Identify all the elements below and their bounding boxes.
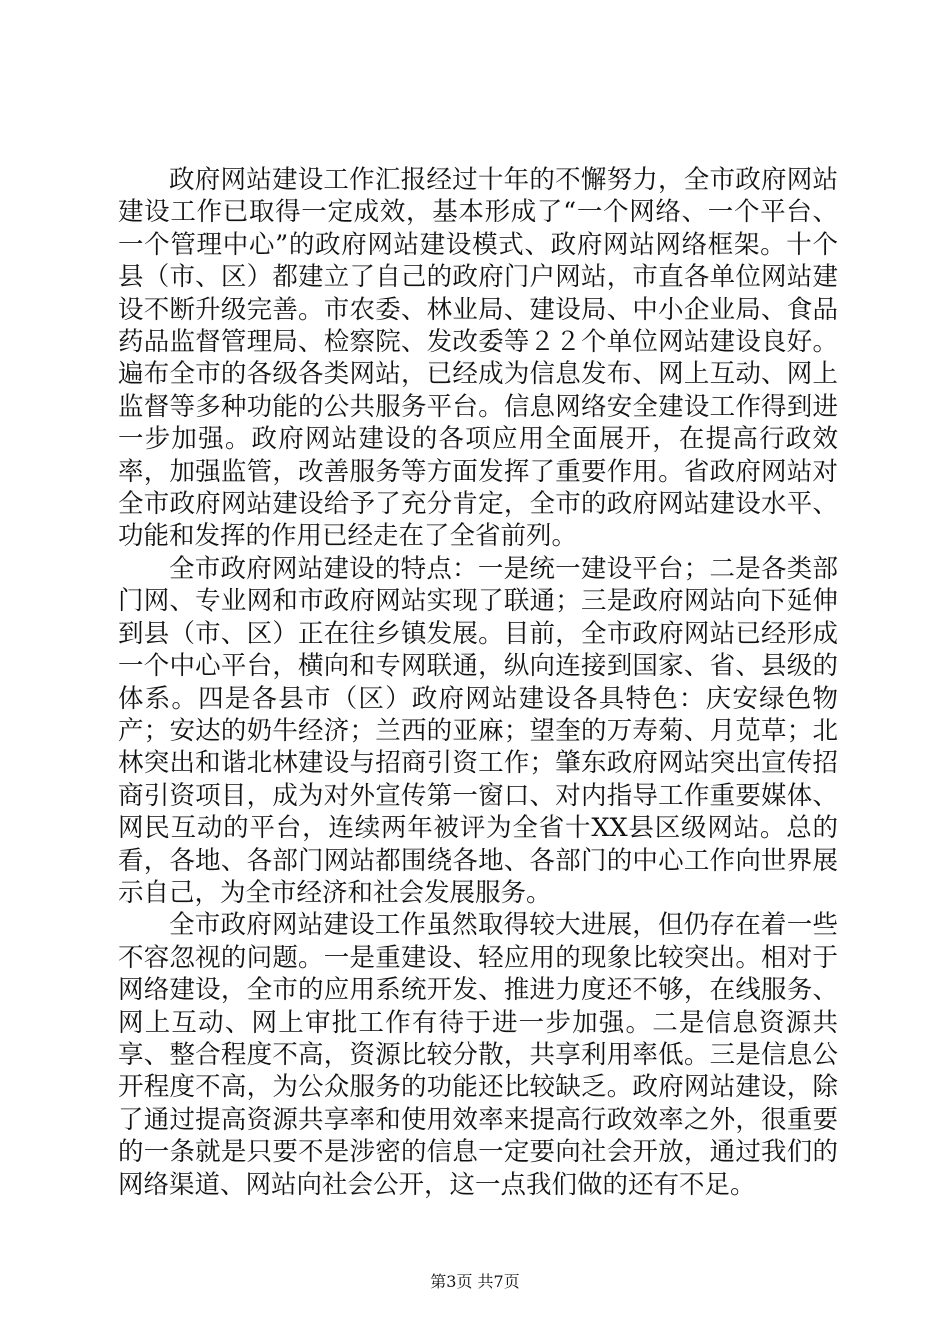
- paragraph-3: 全市政府网站建设工作虽然取得较大进展，但仍存在着一些不容忽视的问题。一是重建设、轻应用的现象比较突出。相对于网络建设，全市的应用系统开发、推进力度还不够，在线服务、网上互动、网上审批工作有待于进一步加强。二是信息资源共享、整合程度不高，资源比较分散，共享利用率低。三是信息公开程度不高，为公众服务的功能还比较缺乏。政府网站建设，除了通过提高资源共享率和使用效率来提高行政效率之外，很重要的一条就是只要不是涉密的信息一定要向社会开放，通过我们的网络渠道、网站向社会公开，这一点我们做的还有不足。: [118, 910, 838, 1200]
- page-number-footer: 第3页 共7页: [430, 1272, 520, 1291]
- paragraph-1: 政府网站建设工作汇报经过十年的不懈努力，全市政府网站建设工作已取得一定成效，基本形成了“一个网络、一个平台、一个管理中心”的政府网站建设模式、政府网站网络框架。十个县（市、区）都建立了自己的政府门户网站，市直各单位网站建设不断升级完善。市农委、林业局、建设局、中小企业局、食品药品监督管理局、检察院、发改委等２２个单位网站建设良好。遍布全市的各级各类网站，已经成为信息发布、网上互动、网上监督等多种功能的公共服务平台。信息网络安全建设工作得到进一步加强。政府网站建设的各项应用全面展开，在提高行政效率，加强监管，改善服务等方面发挥了重要作用。省政府网站对全市政府网站建设给予了充分肯定，全市的政府网站建设水平、功能和发挥的作用已经走在了全省前列。: [118, 165, 838, 552]
- document-body: [118, 164, 838, 1201]
- paragraph-2: 全市政府网站建设的特点：一是统一建设平台；二是各类部门网、专业网和市政府网站实现了联通；三是政府网站向下延伸到县（市、区）正在往乡镇发展。目前，全市政府网站已经形成一个中心平台，横向和专网联通，纵向连接到国家、省、县级的体系。四是各县市（区）政府网站建设各具特色：庆安绿色物产；安达的奶牛经济；兰西的亚麻；望奎的万寿菊、月苋草；北林突出和谐北林建设与招商引资工作；肇东政府网站突出宣传招商引资项目，成为对外宣传第一窗口、对内指导工作重要媒体、网民互动的平台，连续两年被评为全省十XX县区级网站。总的看，各地、各部门网站都围绕各地、各部门的中心工作向世界展示自己，为全市经济和社会发展服务。: [118, 553, 838, 908]
